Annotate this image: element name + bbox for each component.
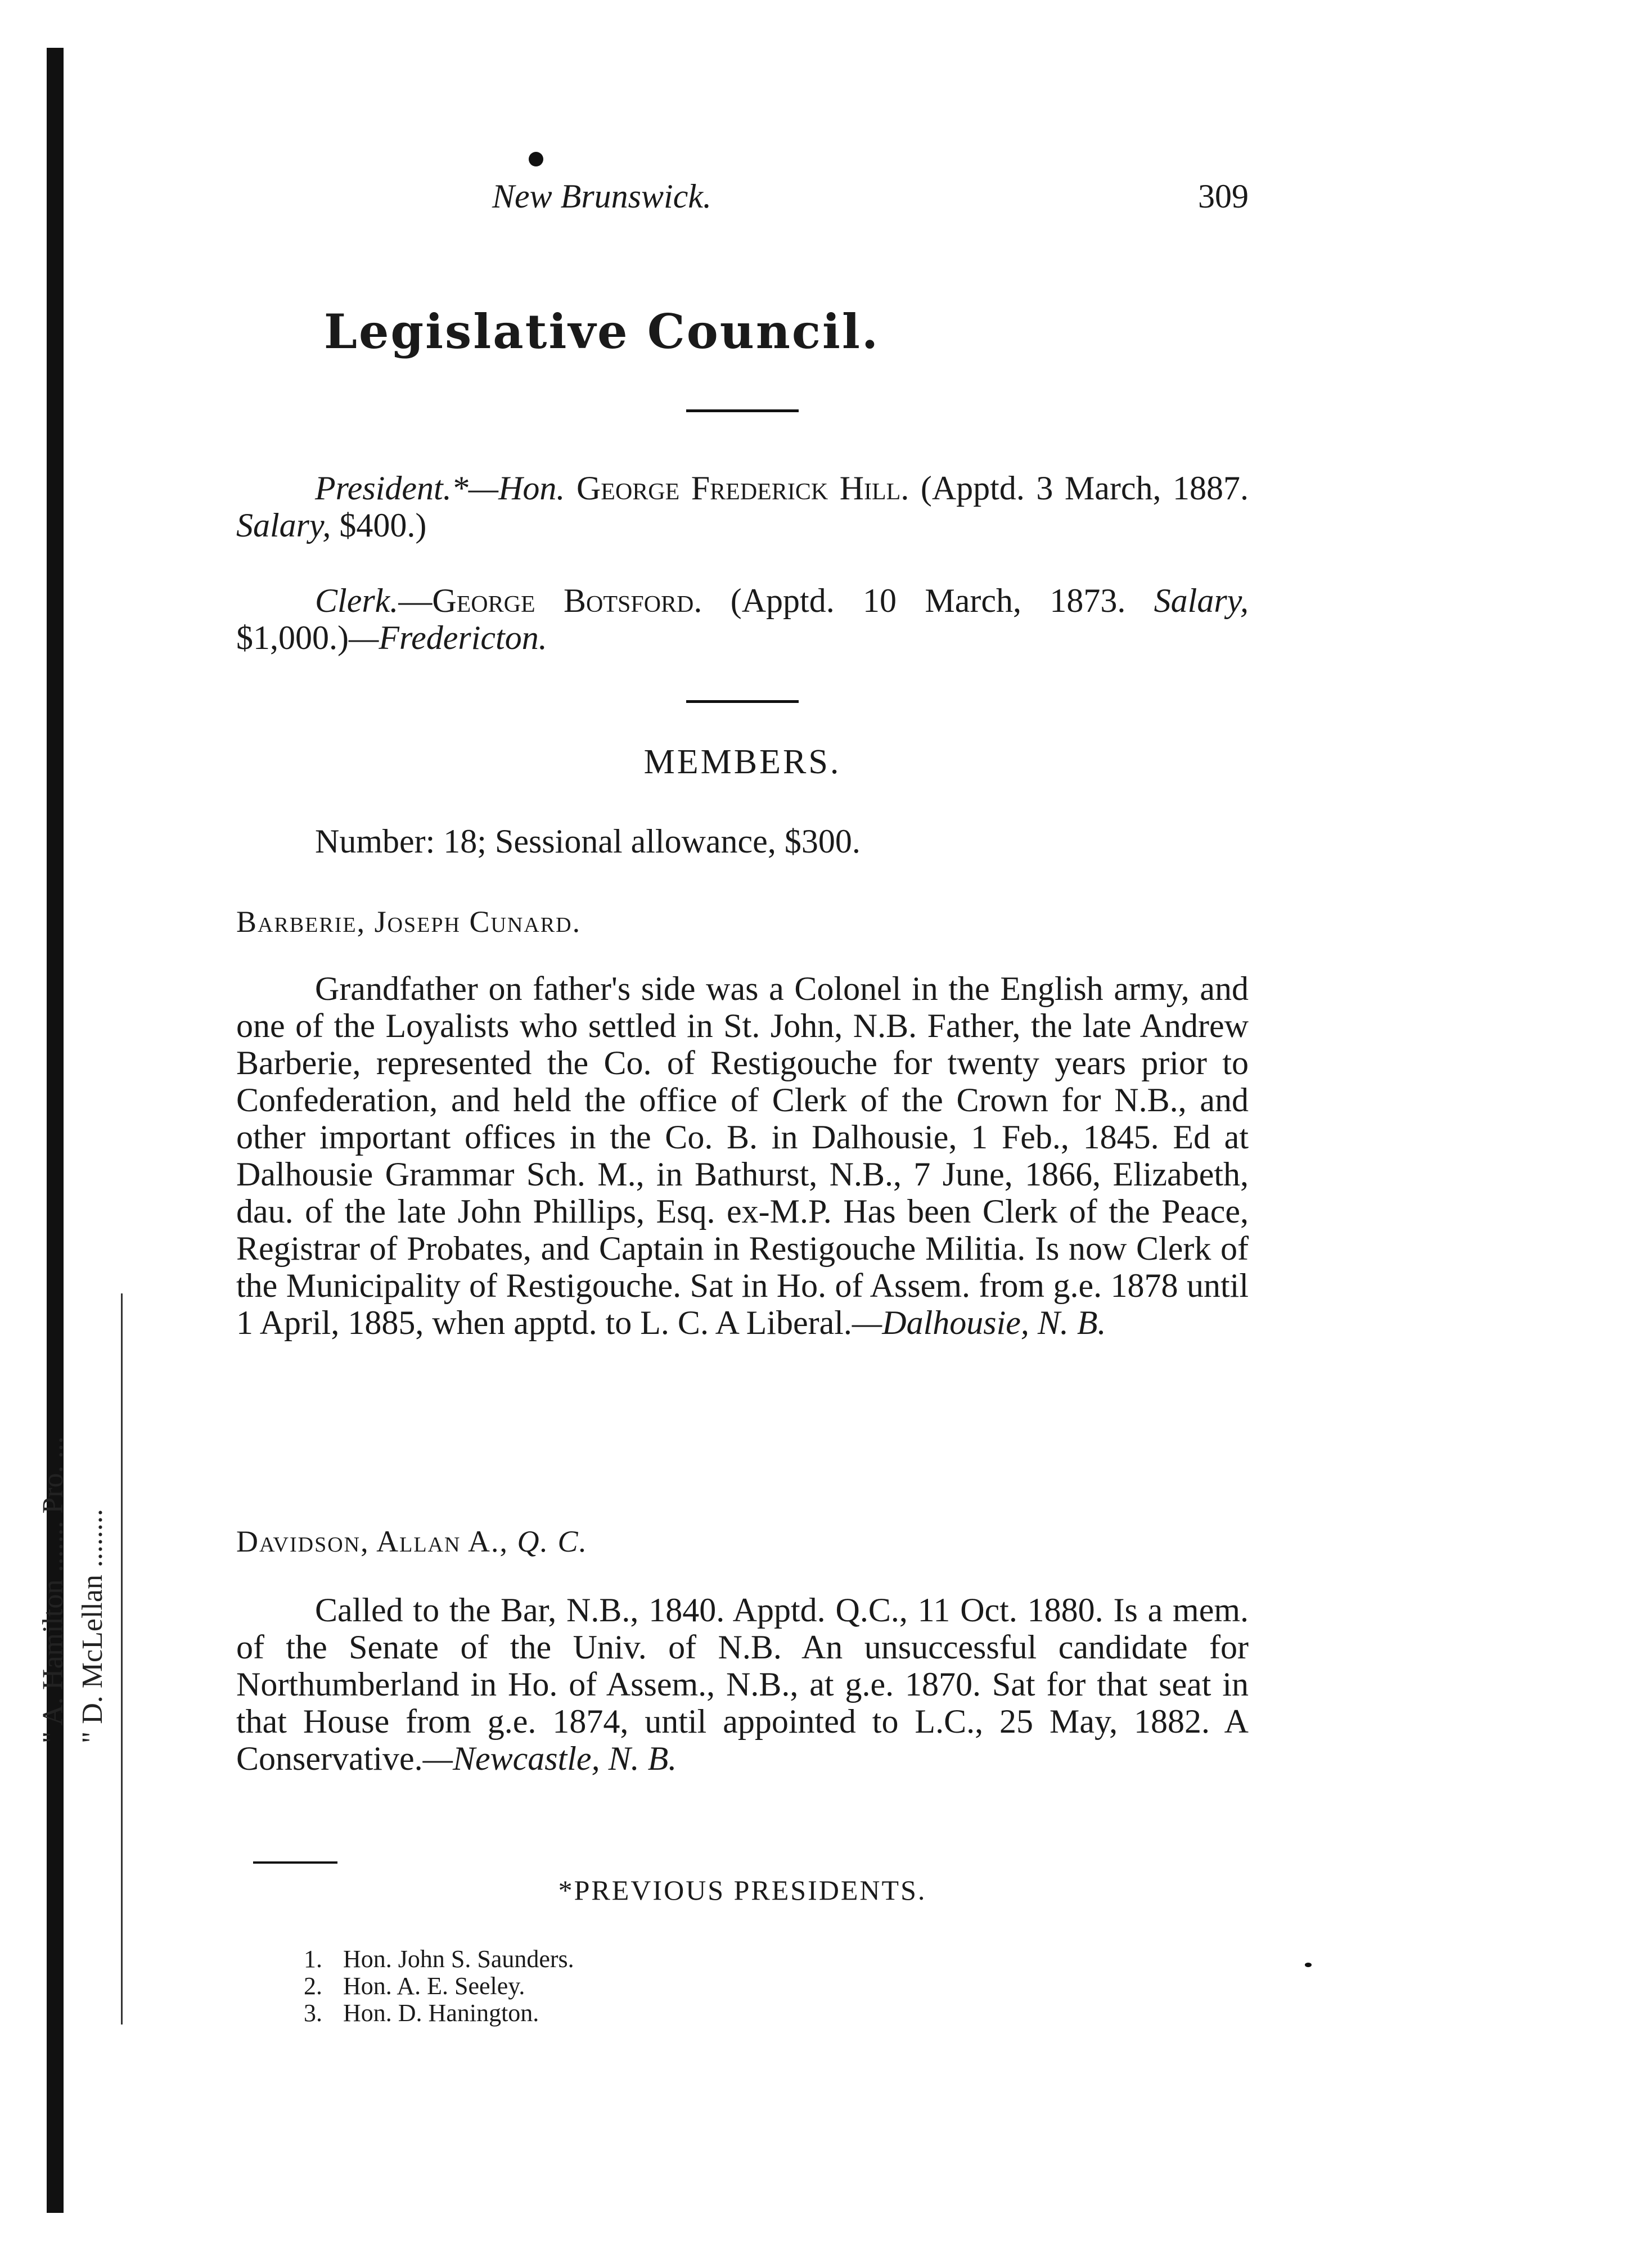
- clerk-name: —George Botsford.: [398, 582, 702, 619]
- member-bio-text: Called to the Bar, N.B., 1840. Apptd. Q.C., 11 Oct. 1880. Is a mem. of the Senate of the Univ. of N.B. An unsuccessful candidate for Northumberland in Ho. of Assem., N.B., at g.e. 1870. Sat for that seat in that House from g.e. 1874, until appointed to L.C., 25 May, 1882. A Conservative.: [236, 1591, 1249, 1777]
- clerk-entry: [236, 582, 1249, 656]
- president-salary-label: Salary,: [236, 507, 331, 544]
- member-bio: [236, 1591, 1249, 1777]
- member-name-text: Davidson, Allan A.,: [236, 1525, 508, 1558]
- list-item-number: 3.: [304, 1999, 322, 2027]
- members-count: Number: 18; Sessional allowance, $300.: [315, 823, 861, 860]
- list-item-number: 1.: [304, 1945, 322, 1973]
- print-speck: [1305, 1963, 1312, 1967]
- member-place: —Dalhousie, N. B.: [852, 1304, 1106, 1341]
- list-item: [304, 1973, 574, 2000]
- page-number: 309: [1198, 178, 1249, 215]
- member-bio: [236, 970, 1249, 1341]
- running-head: [236, 177, 1249, 228]
- president-salary: $400.): [339, 507, 427, 544]
- member-name-suffix: Q. C.: [517, 1525, 588, 1558]
- members-heading: MEMBERS.: [643, 743, 841, 781]
- list-item-number: 2.: [304, 1972, 322, 2000]
- list-item-name: Hon. John S. Saunders.: [343, 1945, 574, 1973]
- clerk-salary-label: Salary,: [1154, 582, 1249, 619]
- rule-middle: [686, 700, 799, 703]
- president-label: President.*: [315, 470, 469, 507]
- president-entry: [236, 470, 1249, 544]
- member-name: [236, 1524, 588, 1559]
- list-item-name: Hon. A. E. Seeley.: [343, 1972, 525, 2000]
- running-title: New Brunswick.: [492, 178, 711, 215]
- president-apptd: (Apptd. 3 March, 1887.: [920, 470, 1249, 507]
- gutter-line-1: " A. Hamilton ....... Pro. ...: [37, 1436, 69, 1743]
- gutter-bleed-text: [34, 1436, 112, 1743]
- clerk-apptd: (Apptd. 10 March, 1873.: [730, 582, 1126, 619]
- member-name: Barberie, Joseph Cunard.: [236, 905, 582, 939]
- president-name: George Frederick Hill.: [576, 470, 909, 507]
- clerk-label: Clerk.: [315, 582, 399, 619]
- binding-edge: [47, 48, 64, 2213]
- ornament-dot: [529, 152, 543, 166]
- list-item-name: Hon. D. Hanington.: [343, 1999, 539, 2027]
- gutter-rule: [121, 1293, 123, 2024]
- list-item: [304, 2000, 574, 2027]
- list-item: [304, 1946, 574, 1973]
- clerk-place: —Fredericton.: [348, 619, 547, 656]
- clerk-salary: $1,000.): [236, 619, 349, 656]
- gutter-line-2: " D. McLellan ........: [76, 1509, 109, 1743]
- president-hon: —Hon.: [468, 470, 565, 507]
- previous-presidents-list: [304, 1946, 574, 2027]
- member-place: —Newcastle, N. B.: [422, 1740, 677, 1777]
- footnote-rule: [253, 1861, 337, 1864]
- rule-top: [686, 409, 799, 412]
- member-bio-text: Grandfather on father's side was a Colonel in the English army, and one of the Loyalists who settled in St. John, N.B. Father, the late Andrew Barberie, represented the Co. of Restigouche for twenty years prior to Confederation, and held the office of Clerk of the Crown for N.B., and other important offices in the Co. B. in Dalhousie, 1 Feb., 1845. Ed at Dalhousie Grammar Sch. M., in Bathurst, N.B., 7 June, 1866, Elizabeth, dau. of the late John Phillips, Esq. ex-M.P. Has been Clerk of the Peace, Registrar of Probates, and Captain in Restigouche Militia. Is now Clerk of the Municipality of Restigouche. Sat in Ho. of Assem. from g.e. 1878 until 1 April, 1885, when apptd. to L. C. A Liberal.: [236, 970, 1249, 1341]
- section-title: Legislative Council.: [323, 304, 880, 359]
- previous-presidents-heading: *PREVIOUS PRESIDENTS.: [558, 1874, 927, 1906]
